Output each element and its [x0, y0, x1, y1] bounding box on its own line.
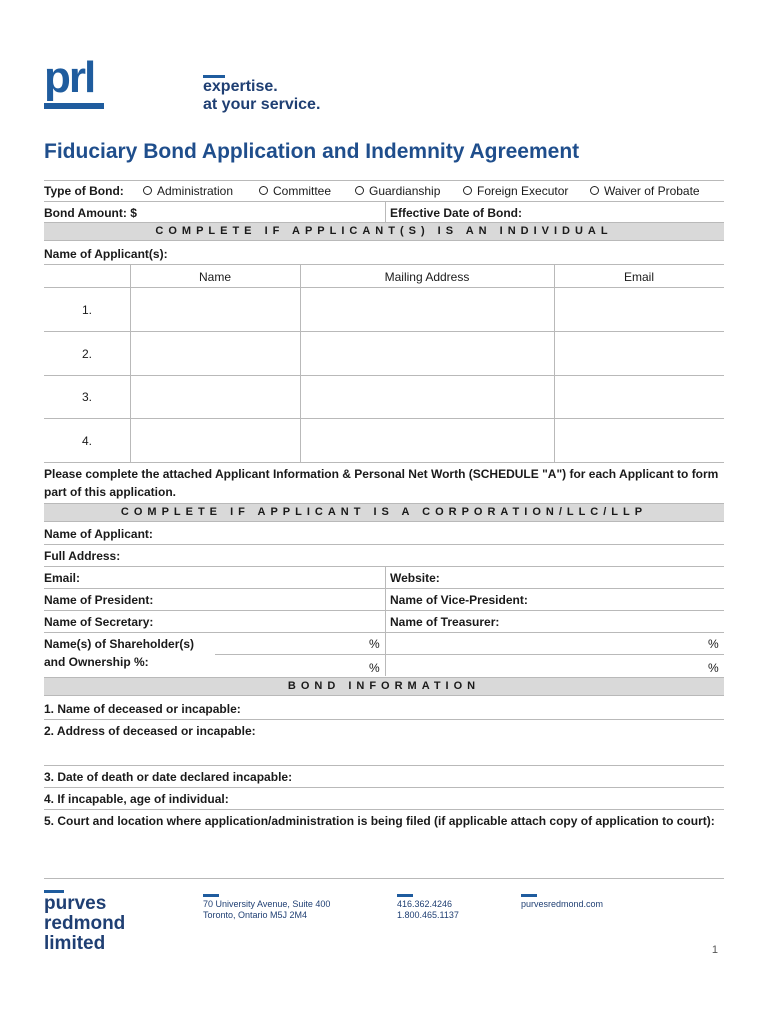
- shareholders-label-line1: Name(s) of Shareholder(s): [44, 637, 195, 651]
- row-number: 1.: [81, 303, 92, 317]
- schedule-note-line1: Please complete the attached Applicant Information & Personal Net Worth (SCHEDULE "A") for each Applicant to form: [44, 467, 719, 481]
- age-label: 4. If incapable, age of individual:: [44, 792, 229, 806]
- radio-committee[interactable]: [259, 186, 268, 195]
- full-address-label: Full Address:: [44, 549, 121, 563]
- applicant-names-label: Name of Applicant(s):: [44, 247, 168, 261]
- corp-name-label: Name of Applicant:: [44, 527, 153, 541]
- treasurer-label: Name of Treasurer:: [390, 615, 500, 629]
- footer-address-line1: 70 University Avenue, Suite 400: [203, 899, 331, 909]
- corporation-section-band: COMPLETE IF APPLICANT IS A CORPORATION/LLC/LLP: [44, 503, 724, 522]
- percent-sign: %: [369, 637, 380, 651]
- tagline: expertise. at your service.: [203, 78, 321, 113]
- row-number: 4.: [81, 434, 92, 448]
- footer-phone-line2: 1.800.465.1137: [397, 910, 459, 920]
- president-label: Name of President:: [44, 593, 154, 607]
- vice-president-label: Name of Vice-President:: [390, 593, 528, 607]
- bond-amount-label: Bond Amount: $: [44, 206, 137, 220]
- radio-waiver-of-probate[interactable]: [590, 186, 599, 195]
- row-number: 3.: [81, 390, 92, 404]
- bond-type-label: Type of Bond:: [44, 184, 124, 198]
- col-name: Name: [198, 270, 231, 284]
- option-administration: Administration: [157, 184, 234, 198]
- footer-phone-line1: 416.362.4246: [397, 899, 453, 909]
- court-location-label: 5. Court and location where application/administration is being filed (if applicable attach copy of application to court):: [44, 814, 715, 828]
- prl-logo: prl: [44, 53, 95, 102]
- option-waiver-of-probate: Waiver of Probate: [604, 184, 700, 198]
- footer-address-accent: [203, 894, 219, 897]
- date-of-death-label: 3. Date of death or date declared incapable:: [44, 770, 293, 784]
- footer-website-link[interactable]: purvesredmond.com: [521, 899, 604, 909]
- footer-address-line2: Toronto, Ontario M5J 2M4: [203, 910, 308, 920]
- website-label: Website:: [390, 571, 440, 585]
- deceased-name-label: 1. Name of deceased or incapable:: [44, 702, 241, 716]
- bond-information-band: BOND INFORMATION: [44, 677, 724, 696]
- shareholders-label-line2: and Ownership %:: [44, 655, 149, 669]
- radio-administration[interactable]: [143, 186, 152, 195]
- option-foreign-executor: Foreign Executor: [477, 184, 569, 198]
- col-mailing-address: Mailing Address: [384, 270, 470, 284]
- option-guardianship: Guardianship: [369, 184, 441, 198]
- logo-underline: [44, 103, 104, 109]
- footer-web-accent: [521, 894, 537, 897]
- footer-phone-accent: [397, 894, 413, 897]
- individual-section-band: COMPLETE IF APPLICANT(S) IS AN INDIVIDUAL: [44, 222, 724, 241]
- percent-sign: %: [369, 661, 380, 675]
- percent-sign: %: [708, 661, 719, 675]
- percent-sign: %: [708, 637, 719, 651]
- radio-foreign-executor[interactable]: [463, 186, 472, 195]
- page-number: 1: [711, 944, 718, 956]
- col-email: Email: [623, 270, 654, 284]
- footer-company-logo: purves redmond limited: [44, 893, 126, 954]
- secretary-label: Name of Secretary:: [44, 615, 154, 629]
- option-committee: Committee: [273, 184, 332, 198]
- deceased-address-label: 2. Address of deceased or incapable:: [44, 724, 256, 738]
- schedule-note-line2: part of this application.: [44, 485, 177, 499]
- radio-guardianship[interactable]: [355, 186, 364, 195]
- page-title: Fiduciary Bond Application and Indemnity Agreement: [44, 140, 580, 163]
- row-number: 2.: [81, 347, 92, 361]
- email-label: Email:: [44, 571, 81, 585]
- effective-date-label: Effective Date of Bond:: [390, 206, 523, 220]
